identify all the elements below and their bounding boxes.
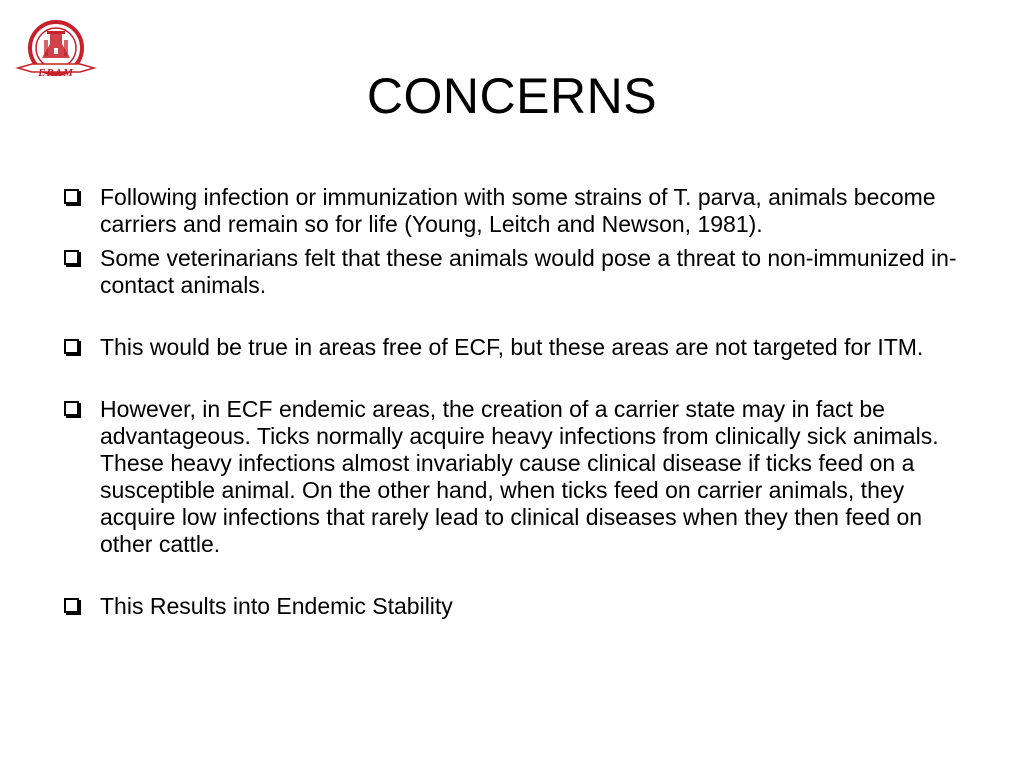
bullet-item: [64, 396, 974, 558]
checkbox-square-icon: [64, 189, 79, 204]
bullet-list: [64, 184, 974, 620]
checkbox-square-icon: [64, 401, 79, 416]
bullet-item: [64, 184, 974, 238]
slide-title: CONCERNS: [366, 68, 658, 124]
bullet-item: [64, 245, 974, 299]
bullet-text: However, in ECF endemic areas, the creation of a carrier state may in fact be advantageous. Ticks normally acquire heavy infections from clinically sick animals. These heavy infections almost invariably cause clinical disease if ticks feed on a susceptible animal. On the other hand, when ticks feed on carrier animals, they acquire low infections that rarely lead to clinical diseases when they then feed on other cattle.: [100, 396, 939, 557]
bullet-text: Following infection or immunization with some strains of T. parva, animals become carriers and remain so for life (Young, Leitch and Newson, 1981).: [100, 184, 936, 237]
logo-text: ERAM: [38, 67, 74, 79]
checkbox-square-icon: [64, 339, 79, 354]
bullet-item: [64, 593, 974, 620]
checkbox-square-icon: [64, 598, 79, 613]
bullet-text: Some veterinarians felt that these animals would pose a threat to non-immunized in-contact animals.: [100, 245, 957, 298]
bullet-text: This would be true in areas free of ECF, but these areas are not targeted for ITM.: [100, 334, 924, 360]
bullet-item: [64, 334, 974, 361]
bullet-text: This Results into Endemic Stability: [100, 593, 453, 619]
checkbox-square-icon: [64, 250, 79, 265]
